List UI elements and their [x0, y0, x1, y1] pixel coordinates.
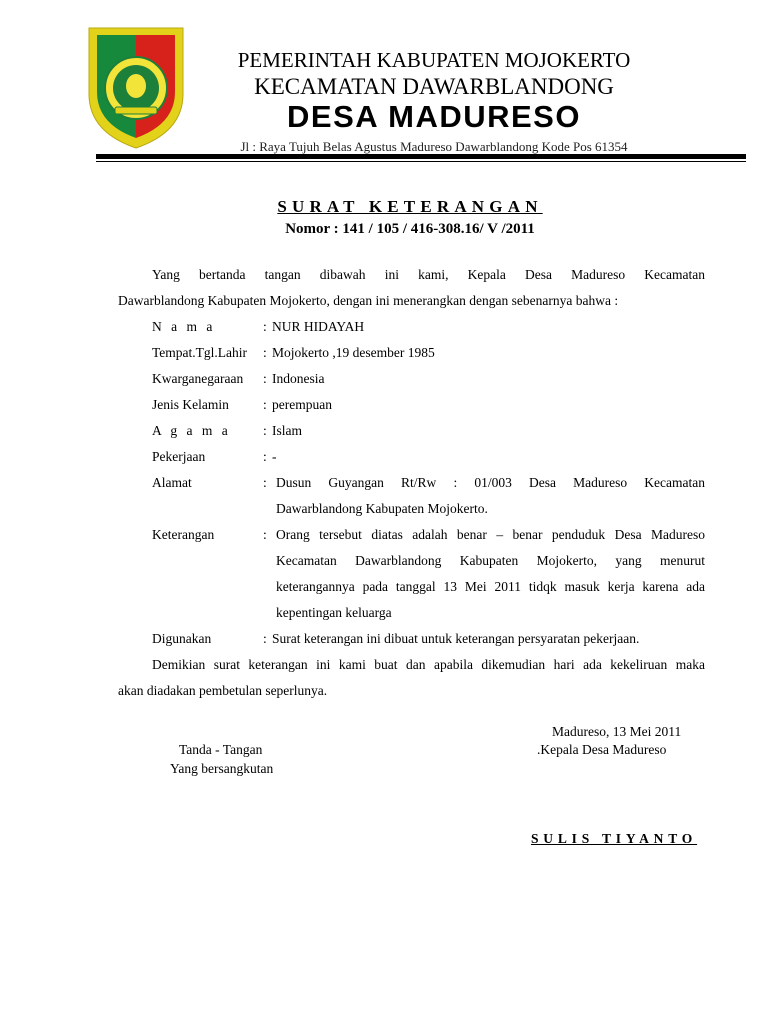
- intro-line-2: Dawarblandong Kabupaten Mojokerto, dengan ini menerangkan dengan sebenarnya bahwa :: [118, 293, 619, 308]
- emblem-ribbon: [115, 107, 157, 114]
- field-value-kerja: -: [272, 449, 277, 464]
- signature-left-line-2: Yang bersangkutan: [170, 761, 274, 776]
- field-label-warga: Kwarganegaraan: [152, 371, 244, 386]
- letter-number: Nomor : 141 / 105 / 416-308.16/ V /2011: [285, 221, 535, 237]
- field-label-alamat: Alamat: [152, 475, 192, 490]
- field-colon: :: [263, 631, 267, 646]
- signer-name: SULIS TIYANTO: [531, 831, 698, 846]
- closing-line-2: akan diadakan pembetulan seperlunya.: [118, 683, 328, 698]
- field-colon: :: [263, 449, 267, 464]
- field-value-ttl: Mojokerto ,19 desember 1985: [272, 345, 435, 360]
- field-colon: :: [263, 345, 267, 360]
- field-value-ket-line: keterangannya pada tanggal 13 Mei 2011 tidqk masuk kerja karena ada: [276, 579, 705, 594]
- field-colon: :: [263, 423, 267, 438]
- emblem-seal-center: [126, 74, 146, 98]
- signature-date: Madureso, 13 Mei 2011: [552, 724, 682, 739]
- letterhead-rule-thick: [96, 154, 746, 159]
- intro-line-1: Yang bertanda tangan dibawah ini kami, Kepala Desa Madureso Kecamatan: [152, 267, 705, 282]
- field-colon: :: [263, 371, 267, 386]
- field-value-jk: perempuan: [272, 397, 332, 412]
- field-colon: :: [263, 475, 267, 490]
- field-value-ket-line: Kecamatan Dawarblandong Kabupaten Mojokerto, yang menurut: [276, 553, 705, 568]
- field-value-ket-line: kepentingan keluarga: [276, 605, 392, 620]
- field-value-guna: Surat keterangan ini dibuat untuk keterangan persyaratan pekerjaan.: [272, 631, 640, 646]
- field-label-kerja: Pekerjaan: [152, 449, 206, 464]
- letterhead-rule-thin: [96, 161, 746, 162]
- field-colon: :: [263, 527, 267, 542]
- closing-line-1: Demikian surat keterangan ini kami buat dan apabila dikemudian hari ada kekeliruan maka: [152, 657, 705, 672]
- field-value-alamat-line: Dusun Guyangan Rt/Rw : 01/003 Desa Madureso Kecamatan: [276, 475, 705, 490]
- field-value-ket-line: Orang tersebut diatas adalah benar – benar penduduk Desa Madureso: [276, 527, 705, 542]
- field-label-guna: Digunakan: [152, 631, 212, 646]
- field-value-agama: Islam: [272, 423, 302, 438]
- field-value-nama: NUR HIDAYAH: [272, 319, 365, 334]
- signature-left-line-1: Tanda - Tangan: [179, 742, 263, 757]
- letter-title: [180, 197, 640, 217]
- field-value-warga: Indonesia: [272, 371, 325, 386]
- field-value-alamat-line: Dawarblandong Kabupaten Mojokerto.: [276, 501, 488, 516]
- field-label-jk: Jenis Kelamin: [152, 397, 229, 412]
- signature-right-title: .Kepala Desa Madureso: [537, 742, 667, 757]
- field-label-ket: Keterangan: [152, 527, 215, 542]
- header-address: Jl : Raya Tujuh Belas Agustus Madureso Dawarblandong Kode Pos 61354: [240, 139, 628, 154]
- field-label-nama: N a m a: [152, 319, 216, 334]
- header-government-line: PEMERINTAH KABUPATEN MOJOKERTO: [237, 48, 631, 72]
- district-emblem-logo: [85, 24, 187, 150]
- field-label-ttl: Tempat.Tgl.Lahir: [152, 345, 248, 360]
- header-village-name: DESA MADURESO: [287, 99, 581, 134]
- letter-title-text: SURAT KETERANGAN: [277, 197, 543, 216]
- field-colon: :: [263, 319, 267, 334]
- field-label-agama: A g a m a: [152, 423, 231, 438]
- field-colon: :: [263, 397, 267, 412]
- header-district-line: KECAMATAN DAWARBLANDONG: [254, 74, 614, 99]
